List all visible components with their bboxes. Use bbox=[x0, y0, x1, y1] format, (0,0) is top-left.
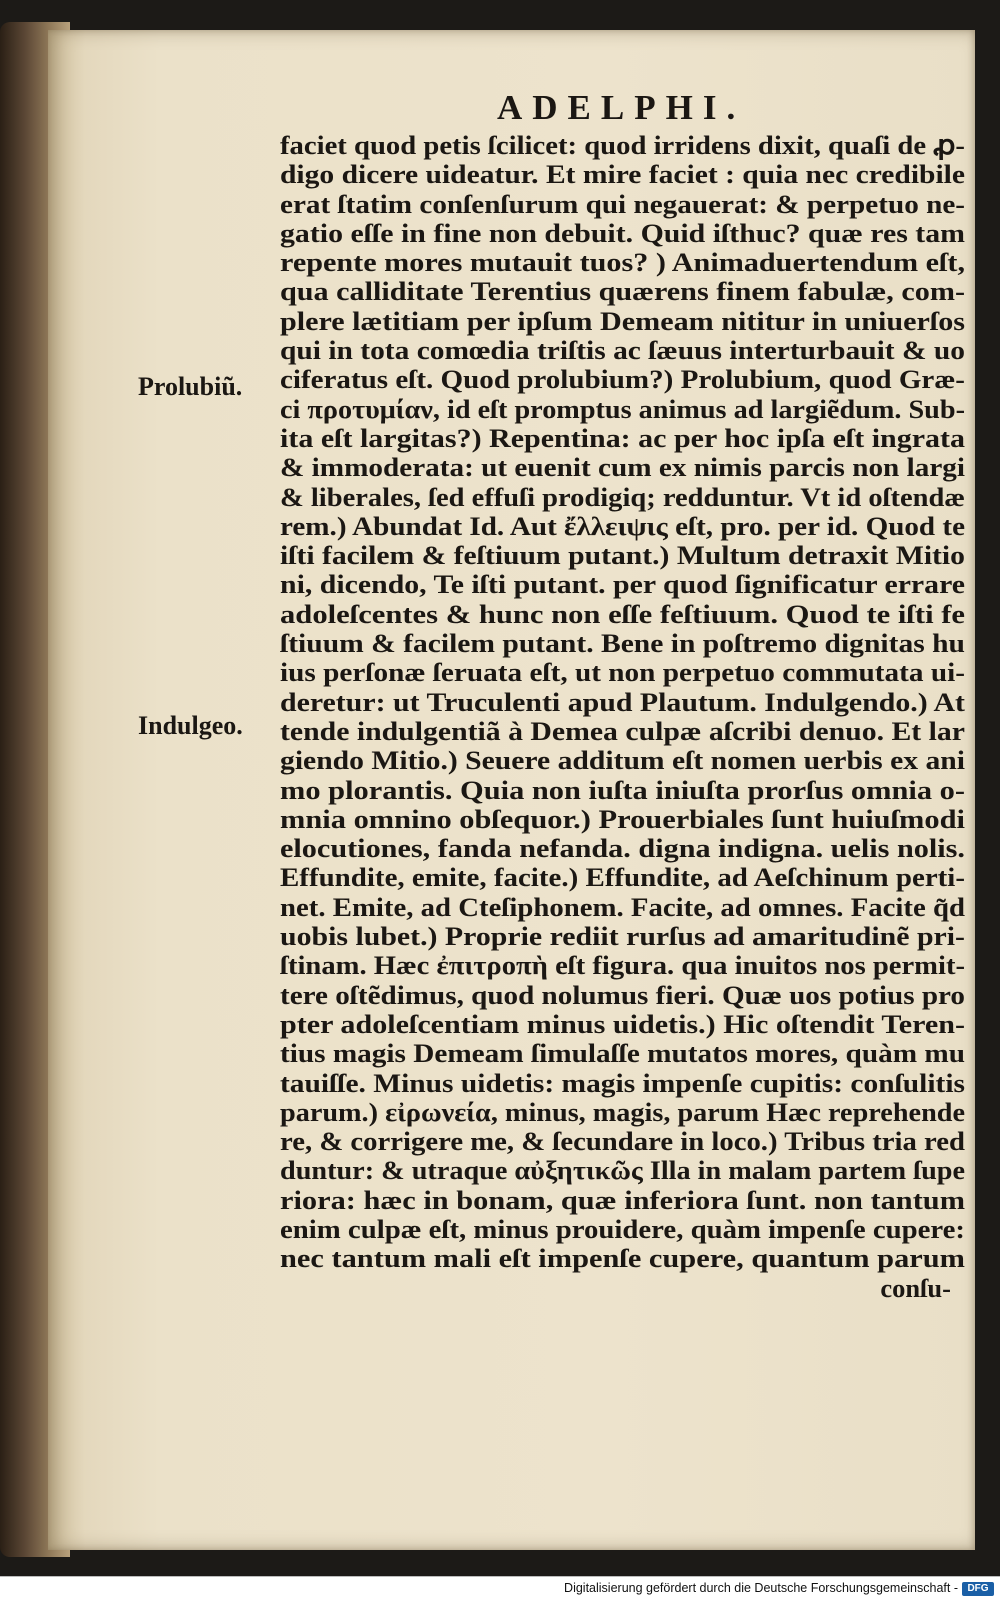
text-line: rem.) Abundat Id. Aut ἔλλειψις eſt, pro. per id. Quod te bbox=[280, 511, 965, 541]
text-line: deretur: ut Truculenti apud Plautum. Indulgendo.) At bbox=[280, 687, 965, 717]
text-line: ciferatus eſt. Quod prolubium?) Prolubium, quod Græ- bbox=[280, 365, 965, 395]
text-line: ſtiuum & facilem putant. Bene in poſtremo dignitas hu bbox=[280, 629, 965, 659]
text-line: repente mores mutauit tuos? ) Animaduertendum eſt, bbox=[280, 248, 965, 278]
text-line: net. Emite, ad Cteſiphonem. Facite, ad omnes. Facite q̃d bbox=[280, 892, 965, 922]
funding-credit: Digitalisierung gefördert durch die Deutsche Forschungsgemeinschaft - bbox=[564, 1581, 958, 1595]
text-line: nec tantum mali eſt impenſe cupere, quantum parum bbox=[280, 1244, 966, 1274]
text-line: tende indulgentiã à Demea culpæ aſcribi denuo. Et lar bbox=[280, 716, 965, 746]
text-line: ita eſt largitas?) Repentina: ac per hoc ipſa eſt ingrata bbox=[280, 423, 965, 453]
text-line: uobis lubet.) Proprie rediit rurſus ad amaritudinẽ pri- bbox=[280, 922, 965, 952]
text-line: adoleſcentes & hunc non eſſe feſtiuum. Quod te iſti fe bbox=[280, 599, 965, 629]
dfg-logo-icon: DFG bbox=[962, 1582, 994, 1596]
text-line: plere lætitiam per ipſum Demeam nititur in uniuerſos bbox=[280, 306, 965, 336]
text-line: iſti facilem & feſtiuum putant.) Multum detraxit Mitio bbox=[280, 541, 965, 571]
text-line: re, & corrigere me, & ſecundare in loco.) Tribus tria red bbox=[280, 1127, 965, 1157]
digitization-footer bbox=[0, 1576, 1000, 1602]
catchword: conſu- bbox=[880, 1273, 951, 1303]
text-line: ius perſonæ ſeruata eſt, ut non perpetuo commutata ui- bbox=[280, 658, 965, 688]
text-line: tere oſtẽdimus, quod nolumus fieri. Quæ uos potius pro bbox=[280, 980, 965, 1010]
text-line: gatio eſſe in fine non debuit. Quid iſthuc? quæ res tam bbox=[280, 218, 965, 248]
text-line: parum.) εἰρωνεία, minus, magis, parum Hæc reprehende bbox=[280, 1097, 965, 1127]
text-line: qui in tota comœdia triſtis ac ſæuus interturbauit & uo bbox=[280, 336, 966, 366]
running-head: ADELPHI. bbox=[497, 88, 746, 127]
text-line: & liberales, ſed effuſi prodigiq; redduntur. Vt id oſtendæ bbox=[280, 482, 965, 512]
text-line: erat ſtatim conſenſurum qui negauerat: & perpetuo ne- bbox=[280, 189, 965, 219]
text-line: giendo Mitio.) Seuere additum eſt nomen uerbis ex ani bbox=[280, 746, 965, 776]
text-line: Effundite, emite, facite.) Effundite, ad Aeſchinum perti- bbox=[280, 863, 965, 893]
text-line: tius magis Demeam ſimulaſſe mutatos mores, quàm mu bbox=[280, 1039, 965, 1069]
marginal-note-prolubium: Prolubiũ. bbox=[138, 372, 243, 401]
text-line: elocutiones, fanda nefanda. digna indigna. uelis nolis. bbox=[280, 834, 965, 864]
text-line: digo dicere uideatur. Et mire faciet : quia nec credibile bbox=[280, 160, 965, 190]
marginal-note-indulgeo: Indulgeo. bbox=[138, 711, 243, 740]
text-line: & immoderata: ut euenit cum ex nimis parcis non largi bbox=[280, 453, 965, 483]
text-line: ci προτυμίαν, id eſt promptus animus ad largiẽdum. Sub- bbox=[280, 394, 965, 424]
commentary-text-block bbox=[280, 131, 973, 1303]
text-line: mnia omnino obſequor.) Prouerbiales ſunt huiuſmodi bbox=[280, 804, 965, 834]
text-line: faciet quod petis ſcilicet: quod irridens dixit, quaſi de ꝓ- bbox=[280, 131, 966, 160]
text-line: enim culpæ eſt, minus prouidere, quàm impenſe cupere: bbox=[280, 1214, 965, 1244]
text-line: pter adoleſcentiam minus uidetis.) Hic oſtendit Teren- bbox=[280, 1009, 965, 1039]
text-line: mo plorantis. Quia non iuſta iniuſta prorſus omnia o- bbox=[280, 775, 965, 805]
text-line: tauiſſe. Minus uidetis: magis impenſe cupitis: conſulitis bbox=[280, 1068, 966, 1098]
text-line: ſtinam. Hæc ἐπιτροπὴ eſt figura. qua inuitos nos permit- bbox=[280, 951, 965, 981]
text-line: riora: hæc in bonam, quæ inferiora ſunt. non tantum bbox=[280, 1185, 966, 1215]
text-line: qua calliditate Terentius quærens finem fabulæ, com- bbox=[280, 277, 965, 307]
text-line: duntur: & utraque αὐξητικῶς Illa in malam partem ſupe bbox=[280, 1156, 965, 1186]
text-line: ni, dicendo, Te iſti putant. per quod ſignificatur errare bbox=[280, 570, 965, 600]
